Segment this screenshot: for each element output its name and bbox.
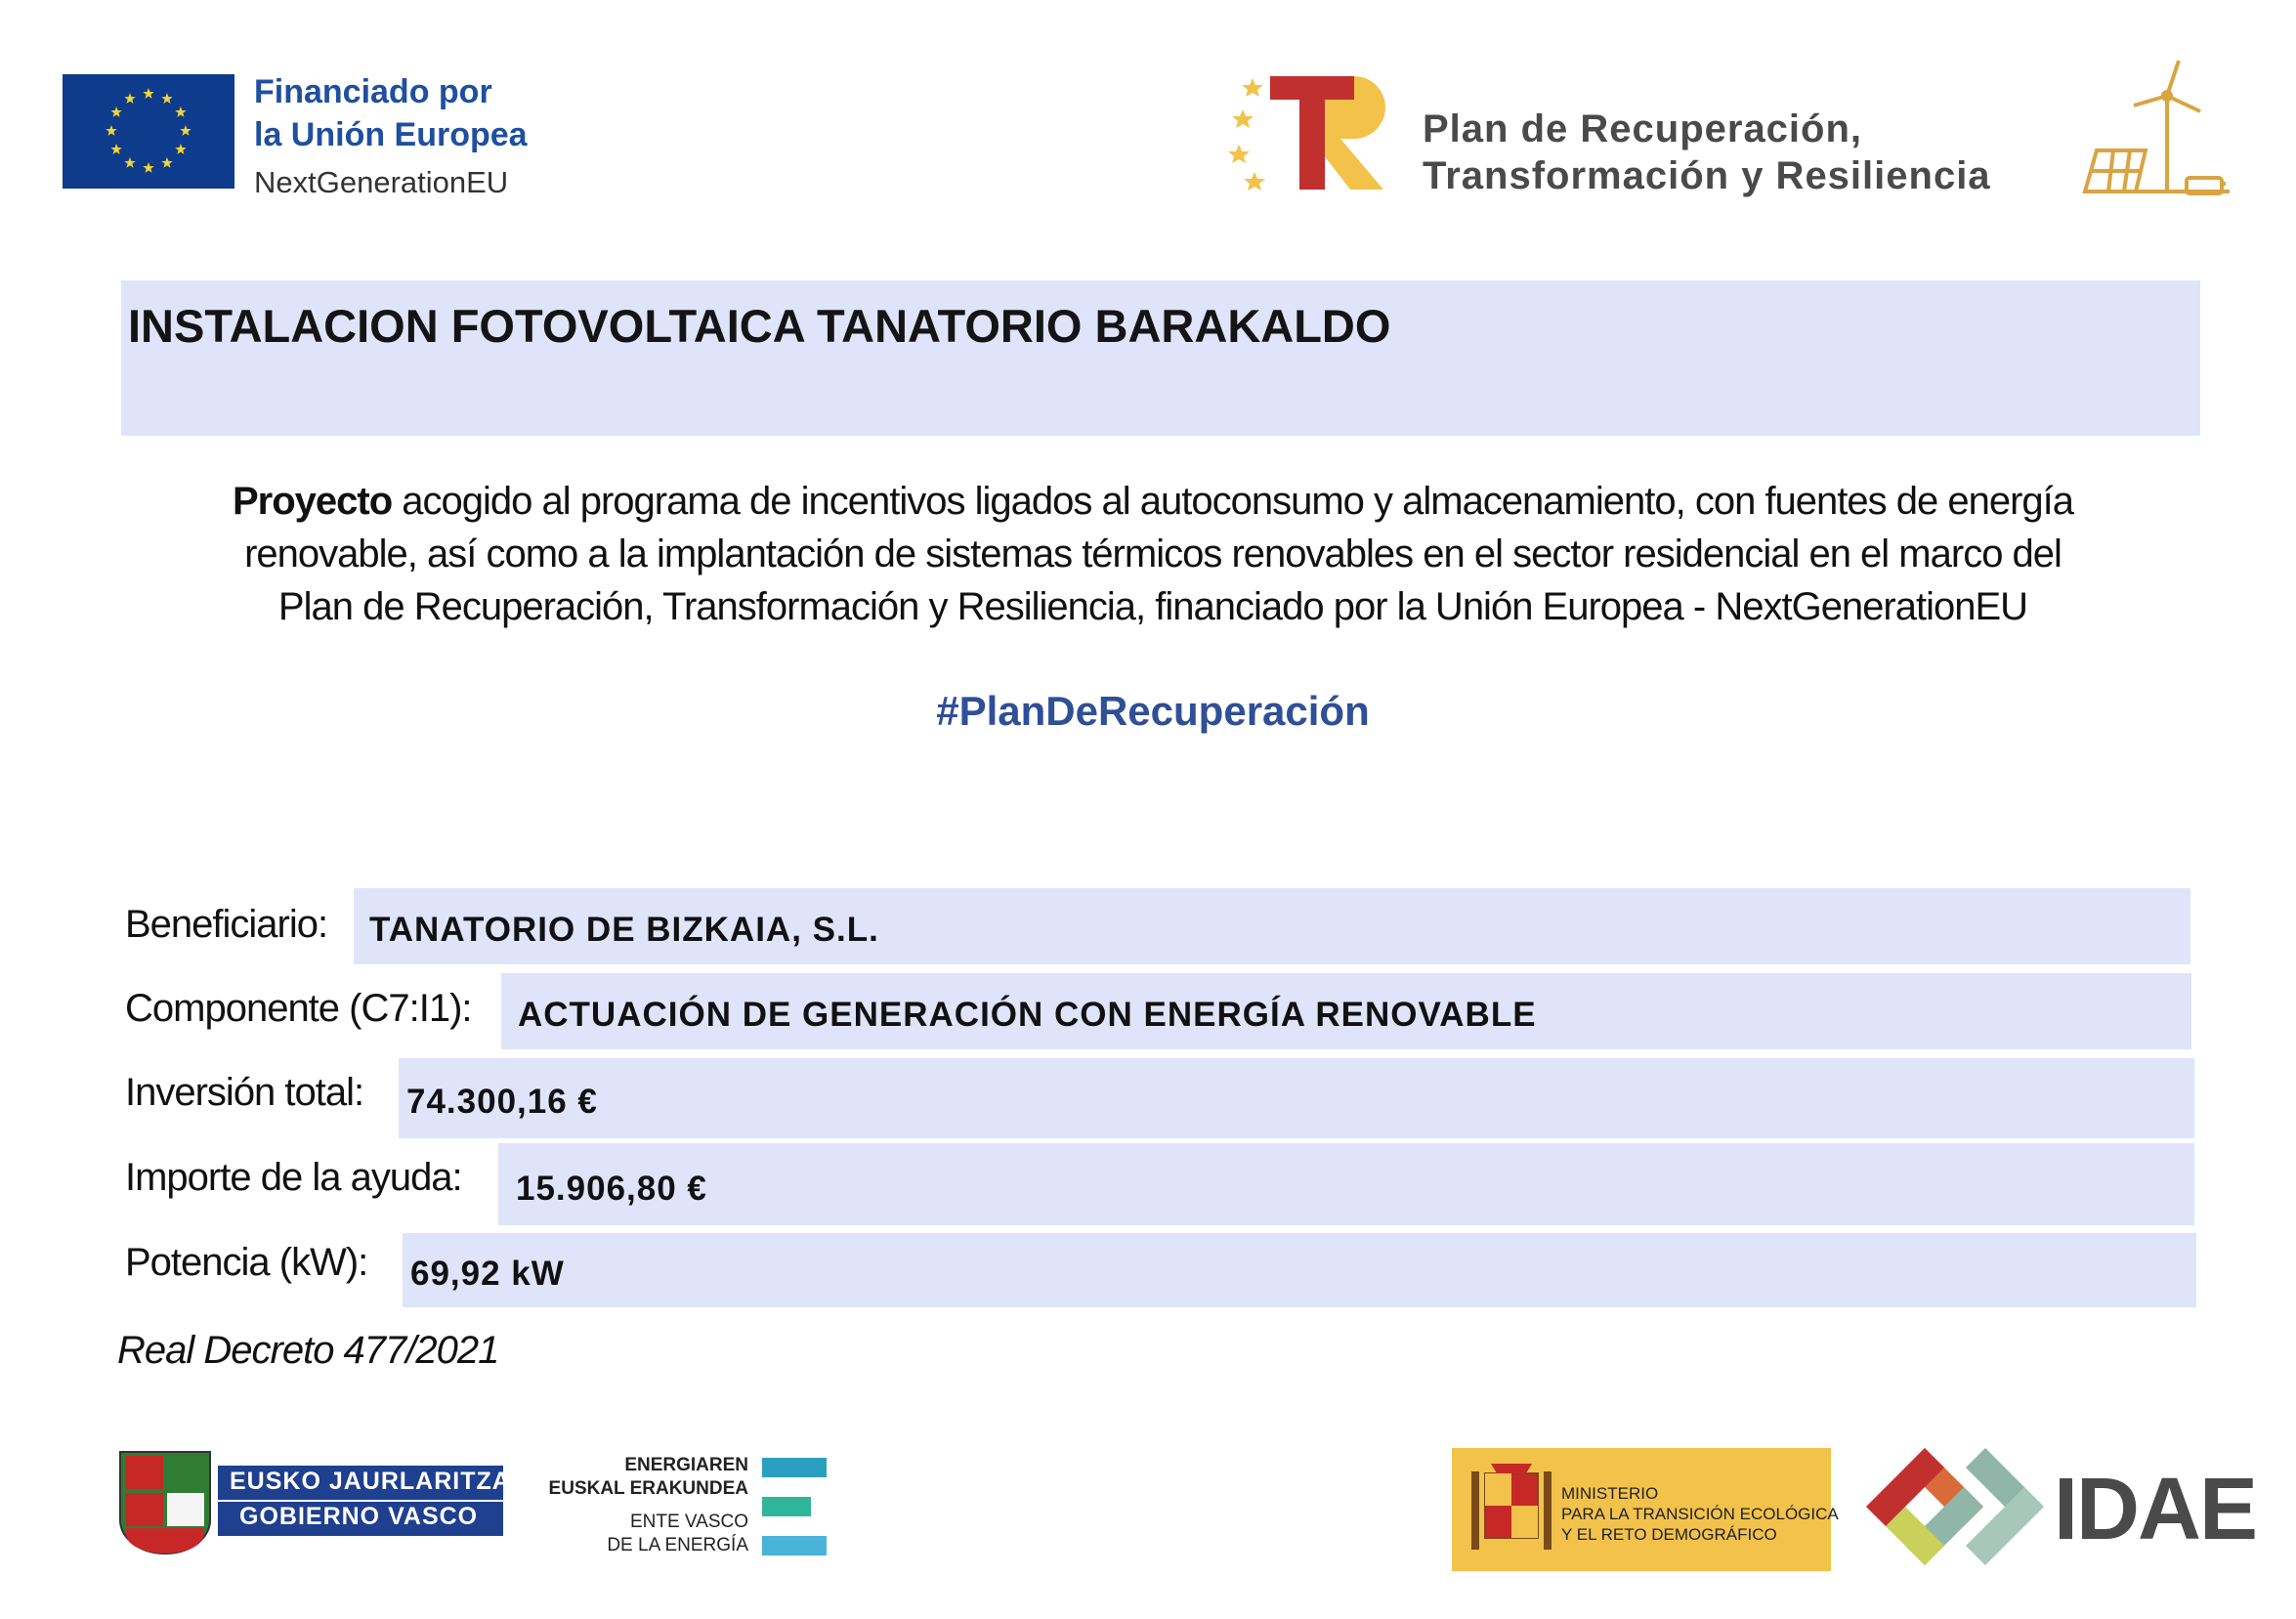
eu-line-2: la Unión Europea <box>254 116 528 153</box>
min-line-2: PARA LA TRANSICIÓN ECOLÓGICA <box>1561 1505 1839 1523</box>
importe-box <box>498 1143 2194 1225</box>
potencia-label: Potencia (kW): <box>125 1241 368 1284</box>
prtr-logo-icon <box>1229 70 1387 195</box>
potencia-box <box>403 1233 2196 1307</box>
inversion-box <box>399 1058 2194 1138</box>
eve-line-3: ENTE VASCO <box>629 1512 748 1532</box>
hashtag: #PlanDeRecuperación <box>936 688 1370 734</box>
componente-value: ACTUACIÓN DE GENERACIÓN CON ENERGÍA RENOVABLE <box>518 996 1537 1034</box>
prtr-line-2: Transformación y Resiliencia <box>1423 154 1991 197</box>
prtr-line-1: Plan de Recuperación, <box>1423 107 1863 150</box>
idae-text: IDAE <box>2054 1461 2257 1558</box>
eve-line-4: DE LA ENERGÍA <box>607 1535 748 1555</box>
gobierno-vasco-logo <box>116 1446 511 1555</box>
eu-flag-icon <box>63 74 234 189</box>
inversion-label: Inversión total: <box>125 1071 364 1114</box>
gv-line-1: EUSKO JAURLARITZA <box>230 1468 511 1495</box>
importe-label: Importe de la ayuda: <box>125 1156 462 1199</box>
eve-line-1: ENERGIAREN <box>624 1455 748 1475</box>
inversion-value: 74.300,16 € <box>406 1083 598 1121</box>
project-line-3: Plan de Recuperación, Transformación y Resiliencia, financiado por la Unión Europea - NextGenerationEU <box>277 585 2028 628</box>
wind-solar-icon <box>2077 57 2233 203</box>
eu-line-1: Financiado por <box>254 73 492 110</box>
ente-vasco-energia-logo <box>528 1454 830 1563</box>
eu-line-3: NextGenerationEU <box>254 165 509 199</box>
project-line-1 <box>117 475 2189 528</box>
min-line-3: Y EL RETO DEMOGRÁFICO <box>1561 1525 1777 1544</box>
project-line-1-text: acogido al programa de incentivos ligados al autoconsumo y almacenamiento, con fuentes de energía <box>392 480 2074 523</box>
beneficiario-value: TANATORIO DE BIZKAIA, S.L. <box>369 911 879 949</box>
decree-text: Real Decreto 477/2021 <box>117 1329 499 1372</box>
gv-line-2: GOBIERNO VASCO <box>239 1503 479 1530</box>
eu-funding-text <box>254 70 528 205</box>
min-line-1: MINISTERIO <box>1561 1484 1659 1503</box>
page-title: INSTALACION FOTOVOLTAICA TANATORIO BARAKALDO <box>128 300 1391 352</box>
componente-label: Componente (C7:I1): <box>125 987 472 1030</box>
project-description <box>117 475 2189 633</box>
idae-logo <box>1862 1446 2257 1571</box>
importe-value: 15.906,80 € <box>516 1170 707 1208</box>
eve-line-2: EUSKAL ERAKUNDEA <box>548 1478 748 1499</box>
prtr-text <box>1423 106 1991 199</box>
beneficiario-label: Beneficiario: <box>125 903 328 946</box>
project-bold-label: Proyecto <box>232 480 393 523</box>
potencia-value: 69,92 kW <box>410 1255 565 1293</box>
project-line-2: renovable, así como a la implantación de sistemas térmicos renovables en el sector residencial en el marco del <box>244 533 2062 575</box>
ministerio-logo <box>1452 1448 1839 1571</box>
